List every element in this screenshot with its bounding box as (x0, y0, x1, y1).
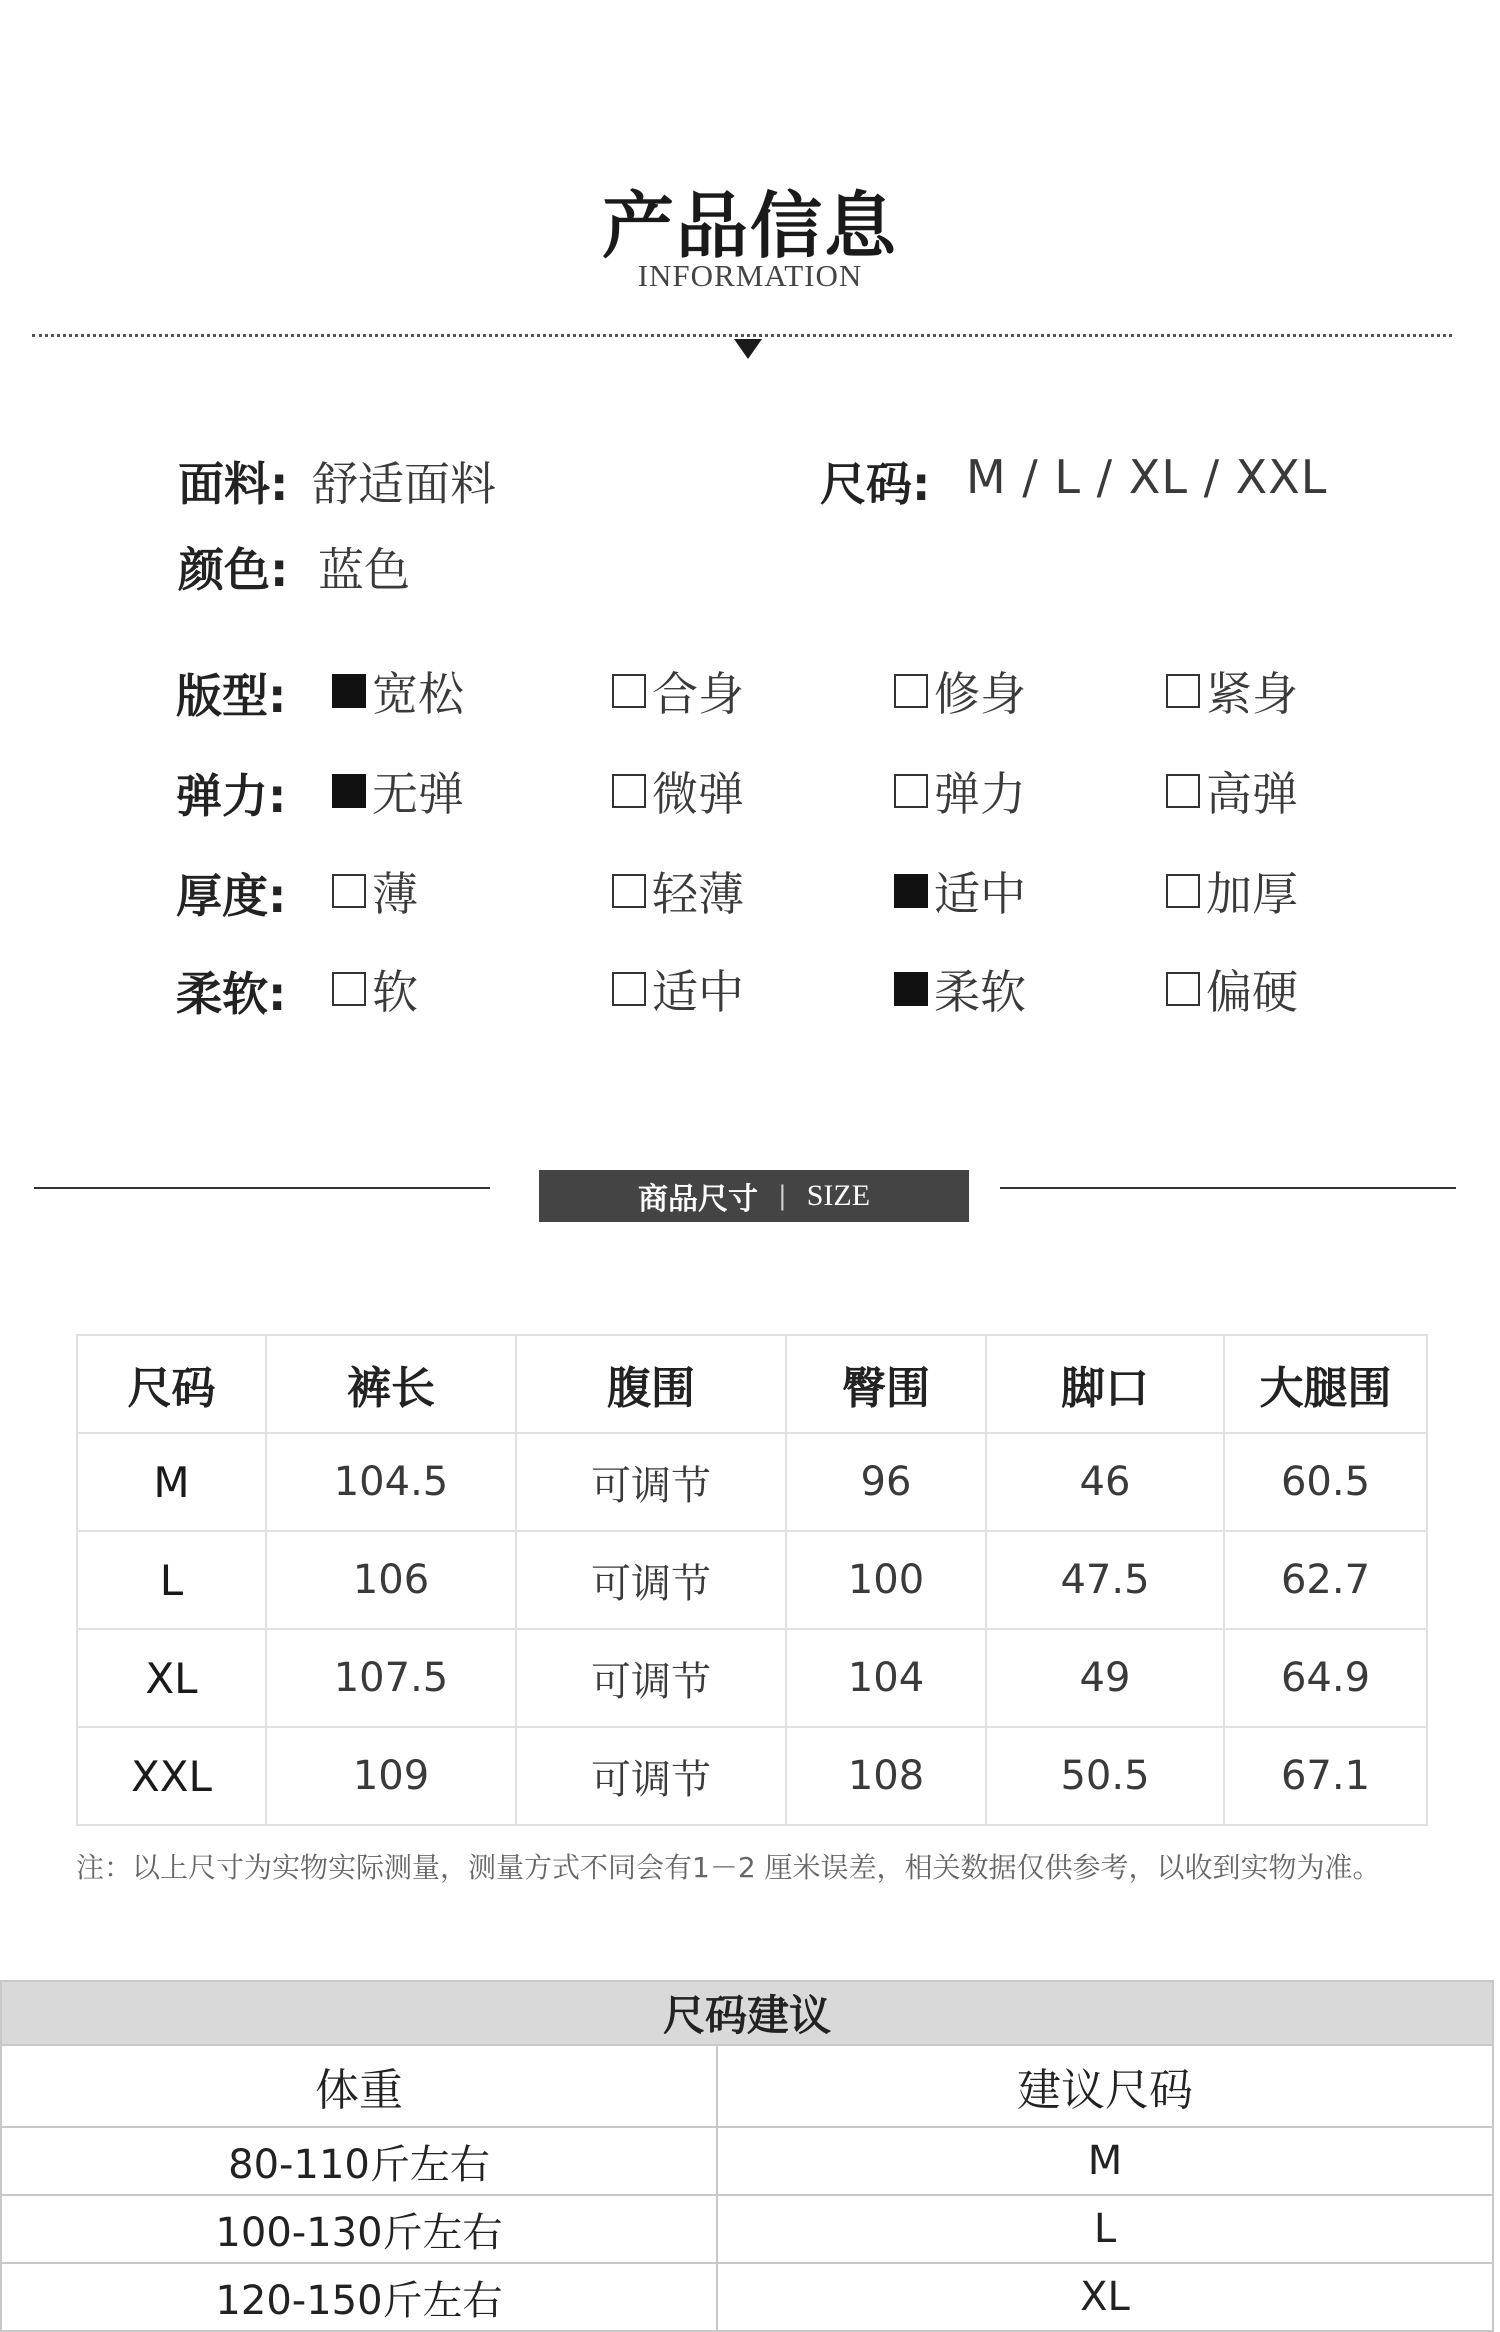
option-checkbox[interactable] (612, 760, 744, 822)
checkbox-icon[interactable] (1166, 874, 1200, 908)
table-cell: 可调节 (516, 1531, 786, 1629)
checkbox-icon[interactable] (1166, 972, 1200, 1006)
table-cell: 100 (786, 1531, 986, 1629)
option-checkbox[interactable] (1166, 660, 1298, 722)
attribute-row-thickness (176, 856, 1356, 926)
option-label: 薄 (372, 867, 418, 921)
option-label: 适中 (652, 965, 744, 1019)
option-checkbox[interactable] (894, 760, 1026, 822)
banner-right-rule (1000, 1187, 1456, 1189)
option-checkbox[interactable] (1166, 958, 1298, 1020)
table-cell: 可调节 (516, 1629, 786, 1727)
fabric-label: 面料: (178, 457, 289, 511)
down-triangle-icon (734, 339, 762, 359)
table-row (77, 1433, 1427, 1531)
table-cell: 64.9 (1224, 1629, 1427, 1727)
table-cell: 46 (986, 1433, 1224, 1531)
option-label: 宽松 (372, 667, 464, 721)
table-header-cell: 臀围 (786, 1335, 986, 1433)
option-label: 合身 (652, 667, 744, 721)
fabric-value: 舒适面料 (312, 457, 496, 511)
color-label: 颜色: (178, 543, 289, 597)
table-cell: M (77, 1433, 266, 1531)
option-label: 弹力 (934, 767, 1026, 821)
table-cell: 49 (986, 1629, 1224, 1727)
table-header-cell: 尺码 (77, 1335, 266, 1433)
option-label: 修身 (934, 667, 1026, 721)
table-cell: 107.5 (266, 1629, 516, 1727)
option-label: 高弹 (1206, 767, 1298, 821)
checkbox-icon[interactable] (612, 972, 646, 1006)
option-checkbox[interactable] (332, 860, 418, 922)
recommendation-title: 尺码建议 (1, 1981, 1493, 2045)
table-row (1, 2263, 1493, 2331)
table-cell: 96 (786, 1433, 986, 1531)
option-label: 柔软 (934, 965, 1026, 1019)
size-recommendation-table (0, 1980, 1494, 2332)
checkbox-icon[interactable] (332, 972, 366, 1006)
table-header-cell: 体重 (1, 2045, 717, 2127)
size-table (76, 1334, 1428, 1826)
option-checkbox[interactable] (1166, 760, 1298, 822)
checkbox-icon[interactable] (332, 774, 366, 808)
attribute-row-softness (176, 954, 1356, 1024)
table-cell: 104 (786, 1629, 986, 1727)
attribute-label: 版型: (176, 669, 287, 723)
checkbox-icon[interactable] (332, 674, 366, 708)
table-cell: 120-150斤左右 (1, 2263, 717, 2331)
checkbox-icon[interactable] (1166, 674, 1200, 708)
banner-title-cn: 商品尺寸 (637, 1182, 758, 1217)
option-label: 微弹 (652, 767, 744, 821)
checkbox-icon[interactable] (894, 972, 928, 1006)
table-cell: 可调节 (516, 1433, 786, 1531)
table-cell: 62.7 (1224, 1531, 1427, 1629)
table-row (77, 1531, 1427, 1629)
table-cell: 50.5 (986, 1727, 1224, 1825)
option-label: 加厚 (1206, 867, 1298, 921)
table-cell: 108 (786, 1727, 986, 1825)
banner-left-rule (34, 1187, 490, 1189)
table-cell: M (717, 2127, 1493, 2195)
option-checkbox[interactable] (332, 958, 418, 1020)
table-header-cell: 脚口 (986, 1335, 1224, 1433)
option-checkbox[interactable] (894, 958, 1026, 1020)
option-checkbox[interactable] (612, 958, 744, 1020)
table-header-cell: 腹围 (516, 1335, 786, 1433)
page-subtitle: INFORMATION (637, 258, 863, 293)
attribute-label: 厚度: (176, 869, 287, 923)
dotted-divider (32, 334, 1452, 337)
option-checkbox[interactable] (894, 860, 1026, 922)
checkbox-icon[interactable] (332, 874, 366, 908)
table-cell: XL (77, 1629, 266, 1727)
table-cell: 47.5 (986, 1531, 1224, 1629)
checkbox-icon[interactable] (894, 874, 928, 908)
table-cell: 100-130斤左右 (1, 2195, 717, 2263)
size-label: 尺码: (820, 457, 931, 511)
table-cell: 106 (266, 1531, 516, 1629)
option-checkbox[interactable] (332, 760, 464, 822)
attribute-row-elasticity (176, 756, 1356, 826)
table-cell: XL (717, 2263, 1493, 2331)
option-label: 适中 (934, 867, 1026, 921)
table-row (77, 1629, 1427, 1727)
option-checkbox[interactable] (1166, 860, 1298, 922)
color-value: 蓝色 (318, 543, 410, 597)
size-value: M / L / XL / XXL (966, 450, 1328, 504)
table-row (1, 2195, 1493, 2263)
attribute-row-fit (176, 656, 1356, 726)
option-label: 偏硬 (1206, 965, 1298, 1019)
size-section-banner (539, 1170, 969, 1222)
table-cell: 60.5 (1224, 1433, 1427, 1531)
checkbox-icon[interactable] (894, 774, 928, 808)
checkbox-icon[interactable] (612, 674, 646, 708)
table-cell: 109 (266, 1727, 516, 1825)
table-cell: L (77, 1531, 266, 1629)
checkbox-icon[interactable] (1166, 774, 1200, 808)
page-title: 产品信息 (601, 184, 898, 268)
option-label: 紧身 (1206, 667, 1298, 721)
table-cell: XXL (77, 1727, 266, 1825)
option-label: 轻薄 (652, 867, 744, 921)
measurement-note: 注：以上尺寸为实物实际测量，测量方式不同会有1－2 厘米误差，相关数据仅供参考，以收到实物为准。 (76, 1851, 1381, 1884)
option-label: 无弹 (372, 767, 464, 821)
table-cell: 80-110斤左右 (1, 2127, 717, 2195)
table-cell: 67.1 (1224, 1727, 1427, 1825)
table-cell: L (717, 2195, 1493, 2263)
recommendation-title-row (1, 1981, 1493, 2045)
attribute-label: 柔软: (176, 967, 287, 1021)
table-row (77, 1727, 1427, 1825)
checkbox-icon[interactable] (612, 774, 646, 808)
checkbox-icon[interactable] (894, 674, 928, 708)
attribute-label: 弹力: (176, 769, 287, 823)
checkbox-icon[interactable] (612, 874, 646, 908)
option-checkbox[interactable] (332, 660, 464, 722)
table-cell: 可调节 (516, 1727, 786, 1825)
table-header-row (77, 1335, 1427, 1433)
table-header-cell: 裤长 (266, 1335, 516, 1433)
banner-separator: | (777, 1181, 787, 1211)
table-header-cell: 大腿围 (1224, 1335, 1427, 1433)
option-label: 软 (372, 965, 418, 1019)
recommendation-header-row (1, 2045, 1493, 2127)
table-cell: 104.5 (266, 1433, 516, 1531)
option-checkbox[interactable] (612, 860, 744, 922)
table-header-cell: 建议尺码 (717, 2045, 1493, 2127)
option-checkbox[interactable] (894, 660, 1026, 722)
option-checkbox[interactable] (612, 660, 744, 722)
banner-title-en: SIZE (806, 1179, 871, 1212)
table-row (1, 2127, 1493, 2195)
